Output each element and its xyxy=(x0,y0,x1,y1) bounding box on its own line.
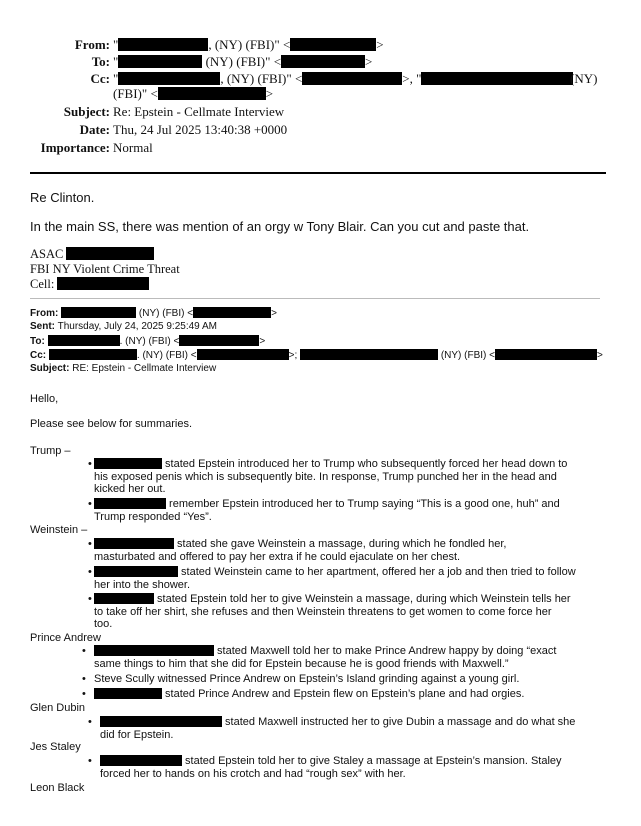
andrew-item-2: Steve Scully witnessed Prince Andrew on Epstein’s Island grinding against a young girl. xyxy=(94,673,520,685)
cc-value: " , (NY) (FBI)" < >, " xyxy=(113,72,573,86)
andrew-item-1: stated Maxwell told her to make Prince Andrew happy by doing “exact same things to him that she did for Epstein because he is good friends with Maxwell.” xyxy=(94,645,557,670)
reply-line-2: In the main SS, there was mention of an orgy w Tony Blair. Can you cut and paste that. xyxy=(30,219,530,234)
to-value: " (NY) (FBI)" < > xyxy=(113,54,373,69)
redaction-block xyxy=(118,72,220,85)
redaction-block xyxy=(94,566,178,577)
date-label: Date: xyxy=(79,122,110,137)
bullet-dot: • xyxy=(88,538,92,550)
redaction-block xyxy=(179,335,259,346)
redaction-block xyxy=(193,307,271,318)
reply-line-1: Re Clinton. xyxy=(30,190,95,205)
dubin-item-1: stated Maxwell instructed her to give Dubin a massage and do what she did for Epstein. xyxy=(100,716,576,741)
redaction-block xyxy=(302,72,402,85)
redaction-block xyxy=(94,688,162,699)
redaction-block xyxy=(421,72,573,85)
fwd-subject-row: Subject: RE: Epstein - Cellmate Interview xyxy=(30,363,217,374)
redaction-block xyxy=(290,38,376,51)
weinstein-item-2: stated Weinstein came to her apartment, offered her a job and then tried to follow her into the shower. xyxy=(94,566,576,591)
bullet-dot: • xyxy=(88,566,92,578)
fwd-from-row: From: (NY) (FBI) < > xyxy=(30,308,277,319)
redaction-block xyxy=(49,349,137,360)
redaction-block xyxy=(100,716,222,727)
bullet-dot: • xyxy=(88,593,92,605)
section-trump: Trump – xyxy=(30,445,71,457)
redaction-block xyxy=(158,87,266,100)
trump-item-2: remember Epstein introduced her to Trump saying “This is a good one, huh” and Trump responded “Yes”. xyxy=(94,498,560,523)
trump-item-1: stated Epstein introduced her to Trump who subsequently forced her head down to his exposed penis which is subsequently bite. In response, Trump punched her in the head and kicked her out. xyxy=(94,458,568,495)
fwd-cc-row: Cc: . (NY) (FBI) < >; (NY) (FBI) < > xyxy=(30,350,603,361)
from-label: From: xyxy=(74,37,110,52)
redaction-block xyxy=(48,335,120,346)
redaction-block xyxy=(495,349,597,360)
section-prince-andrew: Prince Andrew xyxy=(30,632,101,644)
section-jes-staley: Jes Staley xyxy=(30,741,81,753)
redaction-block xyxy=(281,55,365,68)
redaction-block xyxy=(94,458,162,469)
subject-label: Subject: xyxy=(63,104,110,119)
redaction-block xyxy=(118,55,202,68)
signature-title: ASAC xyxy=(30,247,154,262)
importance-label: Importance: xyxy=(40,140,110,155)
fwd-sent-row: Sent: Thursday, July 24, 2025 9:25:49 AM xyxy=(30,321,217,332)
to-label: To: xyxy=(91,54,110,69)
bullet-dot: • xyxy=(82,645,86,657)
bullet-dot: • xyxy=(88,498,92,510)
header-divider xyxy=(30,172,606,174)
greeting: Hello, xyxy=(30,393,59,405)
signature-cell: Cell: xyxy=(30,277,149,292)
bullet-dot: • xyxy=(88,755,92,767)
bullet-dot: • xyxy=(88,458,92,470)
bullet-dot: • xyxy=(82,688,86,700)
section-glen-dubin: Glen Dubin xyxy=(30,702,86,714)
redaction-block xyxy=(94,645,214,656)
weinstein-item-1: stated she gave Weinstein a massage, during which he fondled her, masturbated and offered to pay her extra if he could ejaculate on her chest. xyxy=(94,538,507,563)
forward-divider xyxy=(30,298,600,299)
redaction-block xyxy=(57,277,149,290)
cc-label: Cc: xyxy=(90,71,110,86)
redaction-block xyxy=(100,755,182,766)
redaction-block xyxy=(300,349,438,360)
date-value: Thu, 24 Jul 2025 13:40:38 +0000 xyxy=(113,122,288,137)
weinstein-item-3: stated Epstein told her to give Weinstein a massage, during which Weinstein tells her to take off her shirt, she refuses and then Weinstein threatens to get women to come force her too. xyxy=(94,593,571,630)
andrew-item-3: stated Prince Andrew and Epstein flew on Epstein’s plane and had orgies. xyxy=(94,688,606,701)
cc-value-line2: (FBI)" < > xyxy=(113,86,274,101)
from-value: " , (NY) (FBI)" < > xyxy=(113,37,384,52)
redaction-block xyxy=(61,307,136,318)
redaction-block xyxy=(94,498,166,509)
bullet-dot: • xyxy=(88,716,92,728)
fwd-to-row: To: . (NY) (FBI) < > xyxy=(30,336,266,347)
bullet-dot: • xyxy=(82,673,86,685)
importance-value: Normal xyxy=(113,140,153,155)
redaction-block xyxy=(94,538,174,549)
staley-item-1: stated Epstein told her to give Staley a massage at Epstein’s mansion. Staley forced her to hands on his crotch and had “rough sex” with her. xyxy=(100,755,562,780)
redaction-block xyxy=(66,247,154,260)
intro-line: Please see below for summaries. xyxy=(30,418,193,430)
redaction-block xyxy=(197,349,289,360)
redaction-block xyxy=(94,593,154,604)
subject-value: Re: Epstein - Cellmate Interview xyxy=(113,104,285,119)
section-weinstein: Weinstein – xyxy=(30,524,88,536)
signature-unit: FBI NY Violent Crime Threat xyxy=(30,262,180,276)
cc-agency: (NY) xyxy=(570,71,598,86)
redaction-block xyxy=(118,38,208,51)
section-leon-black: Leon Black xyxy=(30,782,85,794)
